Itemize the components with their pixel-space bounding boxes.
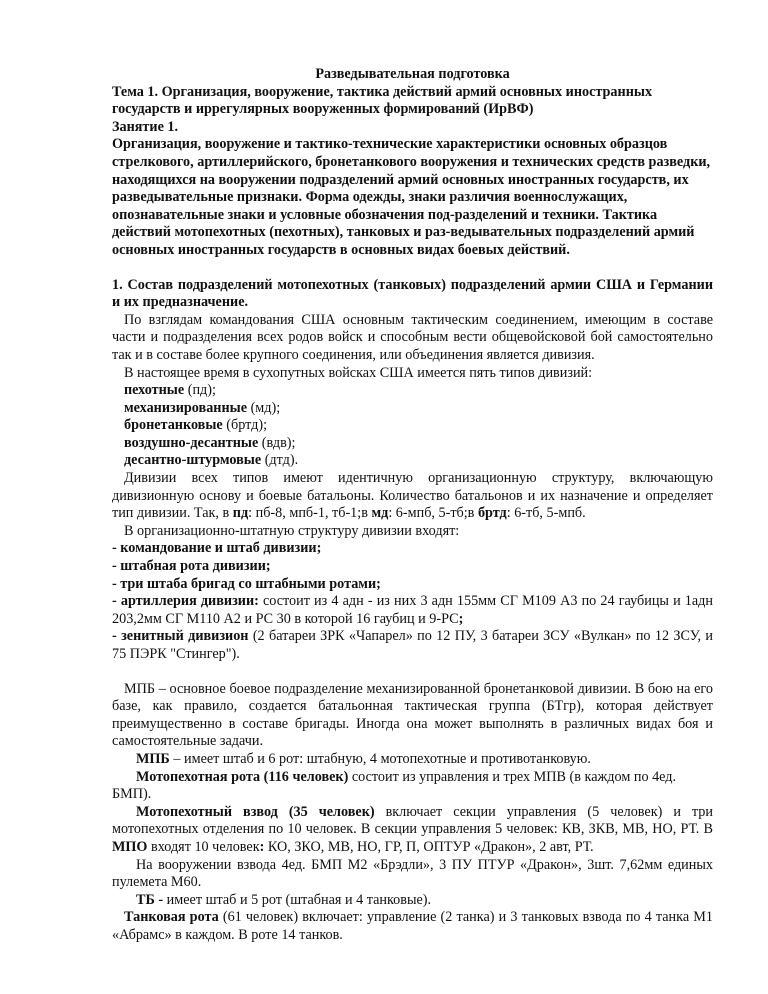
section-1-title: 1. Состав подразделений мотопехотных (танковых) подразделений армии США и Германии и их предназначение. [112, 276, 713, 311]
paragraph-motor-rifle-company: Мотопехотная рота (116 человек) состоит из управления и трех МПВ (в каждом по 4ед. БМП). [112, 768, 677, 803]
lesson-title: Организация, вооружение и тактико-технические характеристики основных образцов стрелкового, артиллерийского, бронетанкового вооружения и технических средств разведки, находящихся на вооружении подразделений армий основных иностранных государств, их разведывательные признаки. Форма одежды, знаки различия военнослужащих, опознавательные знаки и условные обозначения под-разделений и техники. Тактика действий мотопехотных (пехотных), танковых и раз-ведывательных подразделений армий основных иностранных государств в основных видах боевых действий. [112, 136, 711, 258]
spacer [112, 664, 713, 681]
structure-item: - штабная рота дивизии; [112, 558, 271, 575]
document-title: Разведывательная подготовка [315, 66, 510, 82]
topic-heading: Тема 1. Организация, вооружение, тактика действий армий основных иностранных государств и иррегулярных вооруженных формирований (ИрВФ) [112, 83, 653, 118]
document-page [112, 66, 713, 945]
list-item: механизированные (мд); [124, 399, 281, 416]
paragraph-structure-intro: В организационно-штатную структуру дивизии входят: [124, 522, 460, 539]
paragraph-tank-company: Танковая рота (61 человек) включает: управление (2 танка) и 3 танковых взвода по 4 танка М1 «Абрамс» в каждом. В роте 14 танков. [112, 909, 713, 943]
paragraph-mpb-composition: МПБ – имеет штаб и 6 рот: штабную, 4 мотопехотные и противотанковую. [136, 750, 591, 767]
structure-item: - три штаба бригад со штабными ротами; [112, 575, 381, 592]
paragraph-division-structure: Дивизии всех типов имеют идентичную организационную структуру, включающую дивизионную основу и боевые батальоны. Количество батальонов и их назначение и определяет тип дивизии. Так, в пд: пб-8, мпб-1, тб-1;в мд: 6-мпб, 5-тб;в бртд: 6-тб, 5-мпб. [112, 470, 713, 522]
paragraph-mpb-description: МПБ – основное боевое подразделение механизированной бронетанковой дивизии. В бою на его базе, как правило, создается батальонная тактическая группа (БТгр), которая действует преимущественно в составе бригады. Иногда она может выполнять в различных видах боя и самостоятельные задачи. [112, 680, 713, 750]
structure-item: - командование и штаб дивизии; [112, 540, 322, 557]
paragraph-tank-battalion: ТБ - имеет штаб и 5 рот (штабная и 4 танковые). [136, 891, 432, 908]
list-item: воздушно-десантные (вдв); [124, 434, 296, 451]
paragraph-platoon-armament: На вооружении взвода 4ед. БМП М2 «Брэдли», 3 ПУ ПТУР «Дракон», 3шт. 7,62мм единых пулемета М60. [112, 856, 713, 891]
lesson-number: Занятие 1. [112, 118, 179, 135]
artillery-item: - артиллерия дивизии: состоит из 4 адн - из них 3 адн 155мм СГ М109 А3 по 24 гаубицы и 1адн 203,2мм СГ М110 А2 и РС 30 в которой 16 гаубиц и 9-РС; [112, 593, 713, 627]
list-item: десантно-штурмовые (дтд). [124, 452, 299, 469]
paragraph-division-types-intro: В настоящее время в сухопутных войсках США имеется пять типов дивизий: [124, 364, 593, 381]
division-types-list [112, 382, 713, 470]
anti-aircraft-item: - зенитный дивизион (2 батареи ЗРК «Чапарел» по 12 ПУ, 3 батареи ЗСУ «Вулкан» по 12 ЗСУ, и 75 ПЭРК "Стингер"). [112, 628, 713, 662]
spacer [112, 260, 713, 277]
paragraph-division-definition: По взглядам командования США основным тактическим соединением, имеющим в составе части и подразделения всех родов войск и способным вести общевойсковой бой самостоятельно так и в составе более крупного соединения, или объединения является дивизия. [112, 311, 713, 363]
list-item: пехотные (пд); [124, 382, 216, 399]
paragraph-motor-rifle-platoon: Мотопехотный взвод (35 человек) включает секции управления (5 человек) и три мотопехотных отделения по 10 человек. В секции управления 5 человек: КВ, ЗКВ, МВ, НО, РТ. В МПО входят 10 человек: КО, ЗКО, МВ, НО, ГР, П, ОПТУР «Дракон», 2 авт, РТ. [112, 803, 713, 855]
list-item: бронетанковые (бртд); [124, 417, 268, 434]
